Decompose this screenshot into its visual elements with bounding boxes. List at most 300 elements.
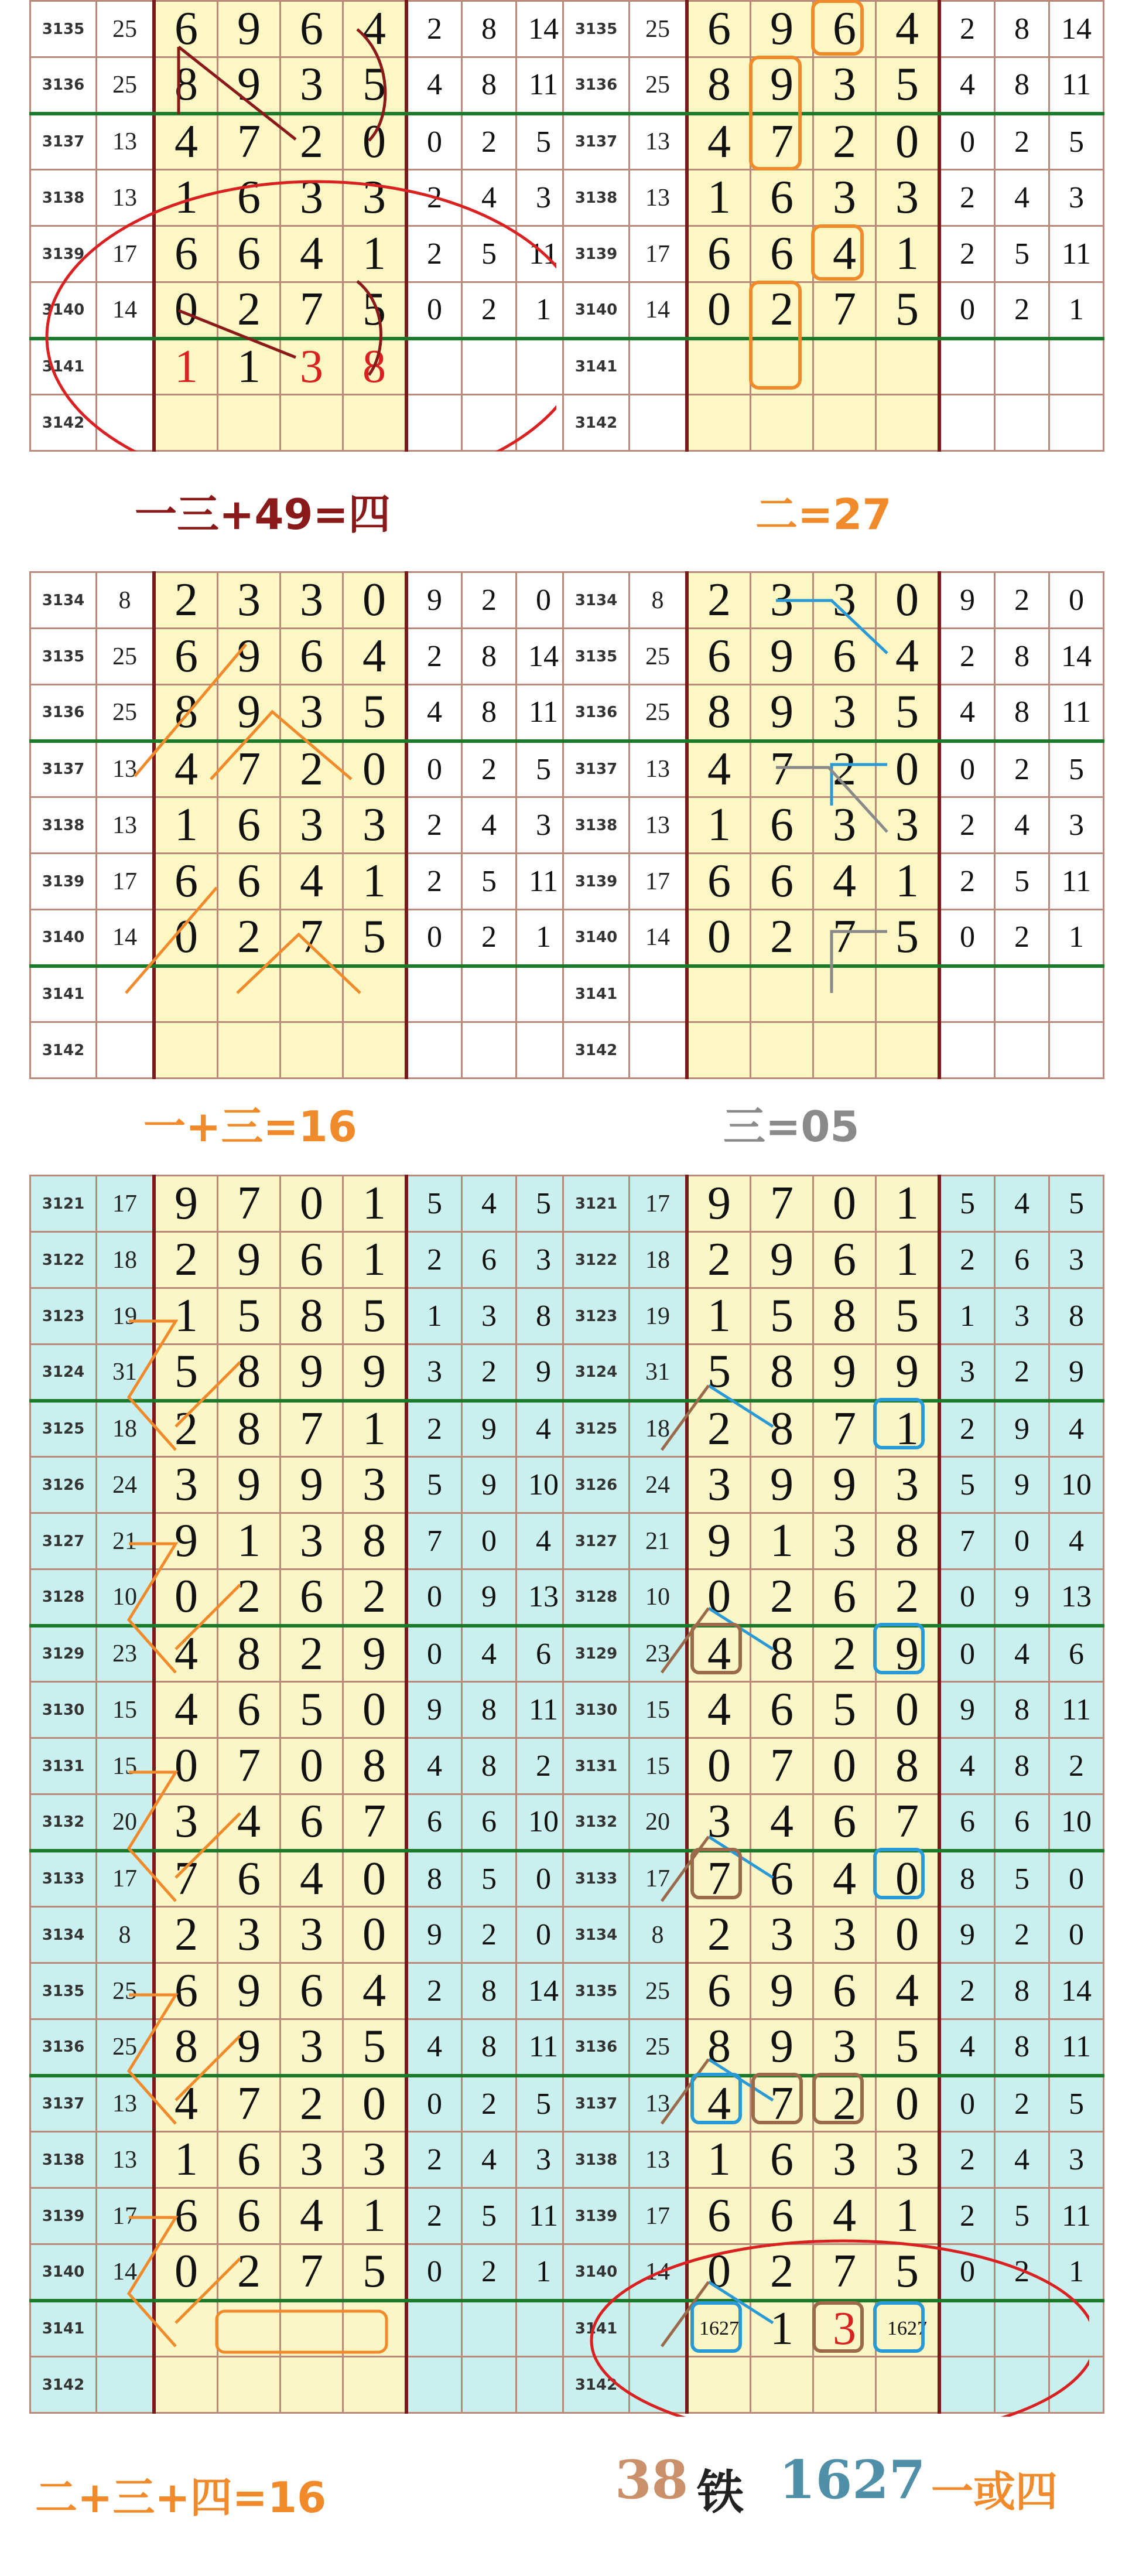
table-row — [30, 1401, 571, 1457]
table-row — [30, 1022, 571, 1079]
caption-3: 一+三=16 — [143, 1102, 357, 1151]
metric-cell: 9 — [939, 572, 995, 629]
metric-cell: 0 — [406, 114, 462, 170]
digit-cell: 6 — [751, 1851, 813, 1907]
metric-cell: 2 — [462, 1345, 517, 1401]
metric-cell: 2 — [939, 226, 995, 282]
digit-cell: 1 — [343, 226, 407, 282]
metric-cell: 8 — [995, 1682, 1049, 1738]
table-row — [563, 1963, 1104, 2019]
period-cell: 3141 — [563, 2301, 630, 2357]
sum-cell: 15 — [630, 1682, 687, 1738]
period-cell: 3136 — [563, 57, 630, 114]
digit-cell: 9 — [687, 1513, 751, 1570]
metric-cell: 1 — [1049, 2244, 1104, 2301]
digit-cell: 3 — [813, 685, 876, 741]
digit-cell: 1 — [751, 1513, 813, 1570]
metric-cell: 0 — [406, 282, 462, 339]
digit-cell: 2 — [813, 2076, 876, 2132]
digit-cell: 8 — [343, 339, 407, 395]
digit-cell: 3 — [281, 1513, 343, 1570]
digit-cell: 5 — [876, 57, 940, 114]
metric-cell: 0 — [406, 1570, 462, 1626]
digit-cell: 5 — [218, 1288, 281, 1345]
metric-cell: 2 — [406, 629, 462, 685]
sum-cell: 17 — [97, 2188, 155, 2244]
metric-cell: 0 — [939, 1570, 995, 1626]
table-row — [563, 1851, 1104, 1907]
table-row — [563, 1401, 1104, 1457]
digit-cell: 1 — [154, 1288, 218, 1345]
sum-cell — [630, 966, 687, 1022]
metric-cell: 8 — [995, 2019, 1049, 2076]
caption-6-c: 1627 — [779, 2449, 926, 2511]
table-row — [30, 1963, 571, 2019]
table-row — [30, 1513, 571, 1570]
metric-cell: 2 — [462, 910, 517, 966]
metric-cell: 3 — [1049, 1232, 1104, 1288]
metric-cell: 2 — [939, 1232, 995, 1288]
table-row — [563, 854, 1104, 910]
sum-cell: 14 — [97, 910, 155, 966]
digit-cell: 9 — [751, 1457, 813, 1513]
digit-cell: 4 — [218, 1794, 281, 1851]
digit-cell — [281, 1022, 343, 1079]
period-cell: 3122 — [563, 1232, 630, 1288]
digit-cell — [154, 2357, 218, 2413]
digit-cell: 0 — [343, 741, 407, 797]
digit-cell — [154, 1022, 218, 1079]
table-row — [563, 226, 1104, 282]
digit-cell: 1 — [876, 1401, 940, 1457]
period-cell: 3127 — [30, 1513, 97, 1570]
sum-cell: 8 — [97, 572, 155, 629]
sum-cell: 13 — [630, 797, 687, 854]
metric-cell: 1 — [517, 910, 571, 966]
sum-cell: 14 — [97, 282, 155, 339]
digit-cell: 3 — [343, 2132, 407, 2188]
digit-cell: 0 — [343, 114, 407, 170]
metric-cell: 8 — [995, 629, 1049, 685]
digit-cell: 2 — [154, 1907, 218, 1963]
digit-cell: 5 — [343, 910, 407, 966]
digit-cell: 2 — [281, 741, 343, 797]
digit-cell: 9 — [218, 1457, 281, 1513]
digit-cell — [876, 395, 940, 451]
digit-cell — [154, 2301, 218, 2357]
sum-cell: 13 — [630, 114, 687, 170]
digit-cell: 3 — [281, 2019, 343, 2076]
period-cell: 3126 — [30, 1457, 97, 1513]
metric-cell: 10 — [517, 1794, 571, 1851]
sum-cell: 24 — [97, 1457, 155, 1513]
table-row — [30, 1794, 571, 1851]
metric-cell: 0 — [406, 1626, 462, 1682]
panel-4 — [562, 571, 1092, 1081]
metric-cell: 5 — [462, 854, 517, 910]
period-cell: 3130 — [563, 1682, 630, 1738]
digit-cell: 7 — [218, 1176, 281, 1232]
digit-cell — [813, 395, 876, 451]
digit-cell: 4 — [154, 1626, 218, 1682]
digit-cell: 1 — [751, 2301, 813, 2357]
digit-cell: 7 — [218, 1738, 281, 1794]
metric-cell: 8 — [406, 1851, 462, 1907]
metric-cell: 0 — [462, 1513, 517, 1570]
metric-cell — [462, 2357, 517, 2413]
digit-cell: 9 — [813, 1345, 876, 1401]
metric-cell: 11 — [517, 2188, 571, 2244]
period-cell: 3138 — [563, 797, 630, 854]
period-cell: 3125 — [30, 1401, 97, 1457]
panel-3 — [29, 571, 559, 1081]
digit-cell — [813, 966, 876, 1022]
digit-cell: 3 — [218, 1907, 281, 1963]
digit-cell: 3 — [813, 797, 876, 854]
digit-cell: 5 — [876, 2019, 940, 2076]
digit-cell: 0 — [876, 1851, 940, 1907]
digit-cell — [687, 339, 751, 395]
digit-cell: 4 — [281, 854, 343, 910]
digit-cell: 9 — [154, 1176, 218, 1232]
period-cell: 3136 — [30, 685, 97, 741]
metric-cell: 8 — [462, 1682, 517, 1738]
digit-cell: 1 — [343, 2188, 407, 2244]
table-row — [563, 339, 1104, 395]
sum-cell: 17 — [97, 854, 155, 910]
table-row — [563, 395, 1104, 451]
metric-cell: 0 — [1049, 1851, 1104, 1907]
digit-cell: 6 — [751, 226, 813, 282]
period-cell: 3136 — [563, 2019, 630, 2076]
digit-cell: 3 — [281, 57, 343, 114]
digit-cell: 2 — [281, 1626, 343, 1682]
digit-cell: 5 — [876, 282, 940, 339]
table-row — [563, 2019, 1104, 2076]
digit-cell: 6 — [813, 1570, 876, 1626]
metric-cell: 2 — [995, 2076, 1049, 2132]
grid-table — [29, 571, 572, 1079]
metric-cell — [939, 966, 995, 1022]
digit-cell: 2 — [813, 114, 876, 170]
metric-cell — [406, 2357, 462, 2413]
digit-cell: 2 — [154, 1401, 218, 1457]
panel-2 — [562, 0, 1092, 451]
grid-table — [562, 0, 1104, 452]
digit-cell: 9 — [876, 1626, 940, 1682]
digit-cell: 0 — [687, 1570, 751, 1626]
metric-cell — [1049, 966, 1104, 1022]
digit-cell — [343, 1022, 407, 1079]
digit-cell — [876, 1022, 940, 1079]
digit-cell: 0 — [876, 114, 940, 170]
digit-cell: 6 — [751, 1682, 813, 1738]
digit-cell: 6 — [751, 854, 813, 910]
period-cell: 3140 — [563, 910, 630, 966]
sum-cell: 18 — [630, 1232, 687, 1288]
metric-cell: 14 — [1049, 1, 1104, 57]
digit-cell: 7 — [751, 1176, 813, 1232]
table-row — [30, 1288, 571, 1345]
metric-cell: 11 — [1049, 57, 1104, 114]
period-cell: 3127 — [563, 1513, 630, 1570]
digit-cell: 3 — [281, 1907, 343, 1963]
digit-cell: 8 — [154, 685, 218, 741]
sum-cell: 25 — [97, 629, 155, 685]
table-row — [563, 1288, 1104, 1345]
digit-cell: 0 — [813, 1176, 876, 1232]
digit-cell: 0 — [281, 1738, 343, 1794]
metric-cell: 14 — [1049, 629, 1104, 685]
grid-table — [562, 571, 1104, 1079]
period-cell: 3139 — [563, 2188, 630, 2244]
digit-cell — [813, 2357, 876, 2413]
digit-cell: 1 — [343, 1176, 407, 1232]
digit-cell: 3 — [876, 797, 940, 854]
metric-cell: 5 — [1049, 114, 1104, 170]
metric-cell: 8 — [462, 629, 517, 685]
metric-cell: 3 — [517, 170, 571, 226]
metric-cell: 0 — [406, 2076, 462, 2132]
digit-cell: 8 — [876, 1738, 940, 1794]
metric-cell: 5 — [462, 226, 517, 282]
metric-cell: 2 — [995, 1907, 1049, 1963]
period-cell: 3142 — [30, 395, 97, 451]
metric-cell: 4 — [462, 1626, 517, 1682]
metric-cell: 5 — [995, 2188, 1049, 2244]
caption-2: 二=27 — [755, 490, 892, 539]
table-row — [30, 2357, 571, 2413]
metric-cell: 13 — [1049, 1570, 1104, 1626]
period-cell: 3138 — [563, 170, 630, 226]
sum-cell: 13 — [97, 2076, 155, 2132]
digit-cell: 7 — [343, 1794, 407, 1851]
sum-cell: 24 — [630, 1457, 687, 1513]
digit-cell: 6 — [281, 629, 343, 685]
sum-cell: 13 — [97, 2132, 155, 2188]
digit-cell: 1 — [687, 1288, 751, 1345]
digit-cell: 3 — [343, 170, 407, 226]
digit-cell: 4 — [876, 629, 940, 685]
metric-cell: 11 — [1049, 1682, 1104, 1738]
table-row — [563, 1570, 1104, 1626]
digit-cell: 1 — [343, 1232, 407, 1288]
table-row — [563, 57, 1104, 114]
digit-cell: 3 — [281, 339, 343, 395]
digit-cell: 5 — [751, 1288, 813, 1345]
metric-cell: 9 — [406, 1682, 462, 1738]
digit-cell — [218, 966, 281, 1022]
digit-cell — [281, 2301, 343, 2357]
metric-cell — [462, 1022, 517, 1079]
digit-cell: 4 — [343, 629, 407, 685]
metric-cell: 11 — [1049, 854, 1104, 910]
sum-cell: 17 — [630, 1176, 687, 1232]
metric-cell — [1049, 339, 1104, 395]
digit-cell: 4 — [687, 1682, 751, 1738]
digit-cell: 9 — [154, 1513, 218, 1570]
digit-cell: 4 — [687, 114, 751, 170]
metric-cell: 4 — [462, 2132, 517, 2188]
digit-cell — [218, 395, 281, 451]
digit-cell — [281, 395, 343, 451]
table-row — [563, 1794, 1104, 1851]
metric-cell: 3 — [517, 797, 571, 854]
metric-cell — [1049, 2357, 1104, 2413]
digit-cell: 0 — [343, 2076, 407, 2132]
period-cell: 3128 — [563, 1570, 630, 1626]
digit-cell: 6 — [813, 629, 876, 685]
caption-6-d: 一或四 — [931, 2467, 1058, 2516]
metric-cell: 4 — [995, 797, 1049, 854]
table-row — [563, 282, 1104, 339]
period-cell: 3138 — [563, 2132, 630, 2188]
sum-cell: 17 — [97, 226, 155, 282]
metric-cell: 8 — [517, 1288, 571, 1345]
table-row — [30, 1570, 571, 1626]
table-row — [30, 2132, 571, 2188]
digit-cell: 6 — [687, 854, 751, 910]
metric-cell — [406, 1022, 462, 1079]
sum-cell: 23 — [630, 1626, 687, 1682]
sum-cell: 10 — [97, 1570, 155, 1626]
metric-cell: 4 — [1049, 1513, 1104, 1570]
digit-cell: 7 — [813, 282, 876, 339]
table-row — [563, 1626, 1104, 1682]
metric-cell: 4 — [462, 170, 517, 226]
metric-cell — [995, 339, 1049, 395]
digit-cell: 6 — [687, 1963, 751, 2019]
table-row — [563, 2357, 1104, 2413]
digit-cell: 6 — [813, 1794, 876, 1851]
digit-cell: 3 — [813, 2301, 876, 2357]
digit-cell — [751, 395, 813, 451]
sum-cell: 25 — [630, 1963, 687, 2019]
digit-cell: 8 — [751, 1401, 813, 1457]
metric-cell: 3 — [1049, 797, 1104, 854]
table-row — [30, 629, 571, 685]
digit-cell: 3 — [281, 685, 343, 741]
digit-cell: 3 — [281, 2132, 343, 2188]
panel-1 — [29, 0, 559, 451]
metric-cell — [939, 2301, 995, 2357]
table-row — [30, 1232, 571, 1288]
metric-cell: 2 — [462, 1907, 517, 1963]
metric-cell — [1049, 2301, 1104, 2357]
metric-cell: 11 — [517, 2019, 571, 2076]
digit-cell: 9 — [218, 1232, 281, 1288]
digit-cell: 5 — [281, 1682, 343, 1738]
period-cell: 3124 — [30, 1345, 97, 1401]
digit-cell: 8 — [343, 1513, 407, 1570]
digit-cell: 6 — [687, 629, 751, 685]
sum-cell — [97, 966, 155, 1022]
metric-cell: 8 — [462, 1738, 517, 1794]
digit-cell: 9 — [218, 57, 281, 114]
metric-cell: 6 — [517, 1626, 571, 1682]
digit-cell: 1 — [876, 1232, 940, 1288]
digit-cell: 4 — [813, 854, 876, 910]
digit-cell: 0 — [687, 910, 751, 966]
digit-cell — [218, 1022, 281, 1079]
digit-cell: 1627 — [687, 2301, 751, 2357]
table-row — [30, 741, 571, 797]
digit-cell: 2 — [876, 1570, 940, 1626]
digit-cell: 4 — [813, 2188, 876, 2244]
digit-cell: 8 — [218, 1626, 281, 1682]
digit-cell: 9 — [751, 57, 813, 114]
sum-cell: 25 — [630, 2019, 687, 2076]
metric-cell — [462, 339, 517, 395]
metric-cell: 3 — [517, 1232, 571, 1288]
metric-cell: 7 — [939, 1513, 995, 1570]
digit-cell: 6 — [218, 2132, 281, 2188]
digit-cell: 7 — [281, 1401, 343, 1457]
table-row — [30, 57, 571, 114]
digit-cell: 9 — [218, 1963, 281, 2019]
digit-cell: 4 — [687, 2076, 751, 2132]
table-row — [563, 114, 1104, 170]
metric-cell: 11 — [517, 1682, 571, 1738]
metric-cell: 2 — [939, 170, 995, 226]
metric-cell: 11 — [517, 685, 571, 741]
sum-cell — [630, 395, 687, 451]
sum-cell: 17 — [630, 1851, 687, 1907]
digit-cell: 4 — [154, 741, 218, 797]
digit-cell — [281, 2357, 343, 2413]
table-row — [563, 2132, 1104, 2188]
period-cell: 3137 — [563, 2076, 630, 2132]
digit-cell: 3 — [154, 1794, 218, 1851]
digit-cell: 3 — [281, 572, 343, 629]
table-row — [30, 2188, 571, 2244]
digit-cell — [687, 966, 751, 1022]
metric-cell: 9 — [462, 1457, 517, 1513]
table-row — [30, 797, 571, 854]
digit-cell: 7 — [813, 2244, 876, 2301]
digit-cell: 6 — [154, 854, 218, 910]
metric-cell: 5 — [517, 1176, 571, 1232]
table-row — [563, 1176, 1104, 1232]
metric-cell: 14 — [517, 1963, 571, 2019]
period-cell: 3140 — [30, 910, 97, 966]
metric-cell: 2 — [995, 910, 1049, 966]
metric-cell: 4 — [406, 685, 462, 741]
metric-cell: 2 — [995, 1345, 1049, 1401]
table-row — [563, 1, 1104, 57]
table-row — [30, 1907, 571, 1963]
period-cell: 3135 — [563, 1963, 630, 2019]
digit-cell: 0 — [343, 1907, 407, 1963]
digit-cell: 8 — [154, 2019, 218, 2076]
caption-6-b: 铁 — [697, 2465, 744, 2520]
period-cell: 3128 — [30, 1570, 97, 1626]
digit-cell: 1 — [876, 1176, 940, 1232]
metric-cell: 14 — [1049, 1963, 1104, 2019]
digit-cell: 3 — [813, 1907, 876, 1963]
metric-cell: 11 — [517, 226, 571, 282]
table-row — [30, 966, 571, 1022]
metric-cell: 5 — [1049, 2076, 1104, 2132]
table-row — [563, 2244, 1104, 2301]
metric-cell: 9 — [939, 1907, 995, 1963]
period-cell: 3137 — [30, 741, 97, 797]
sum-cell: 14 — [97, 2244, 155, 2301]
digit-cell: 2 — [281, 2076, 343, 2132]
digit-cell: 0 — [876, 1907, 940, 1963]
period-cell: 3130 — [30, 1682, 97, 1738]
digit-cell: 0 — [876, 2076, 940, 2132]
